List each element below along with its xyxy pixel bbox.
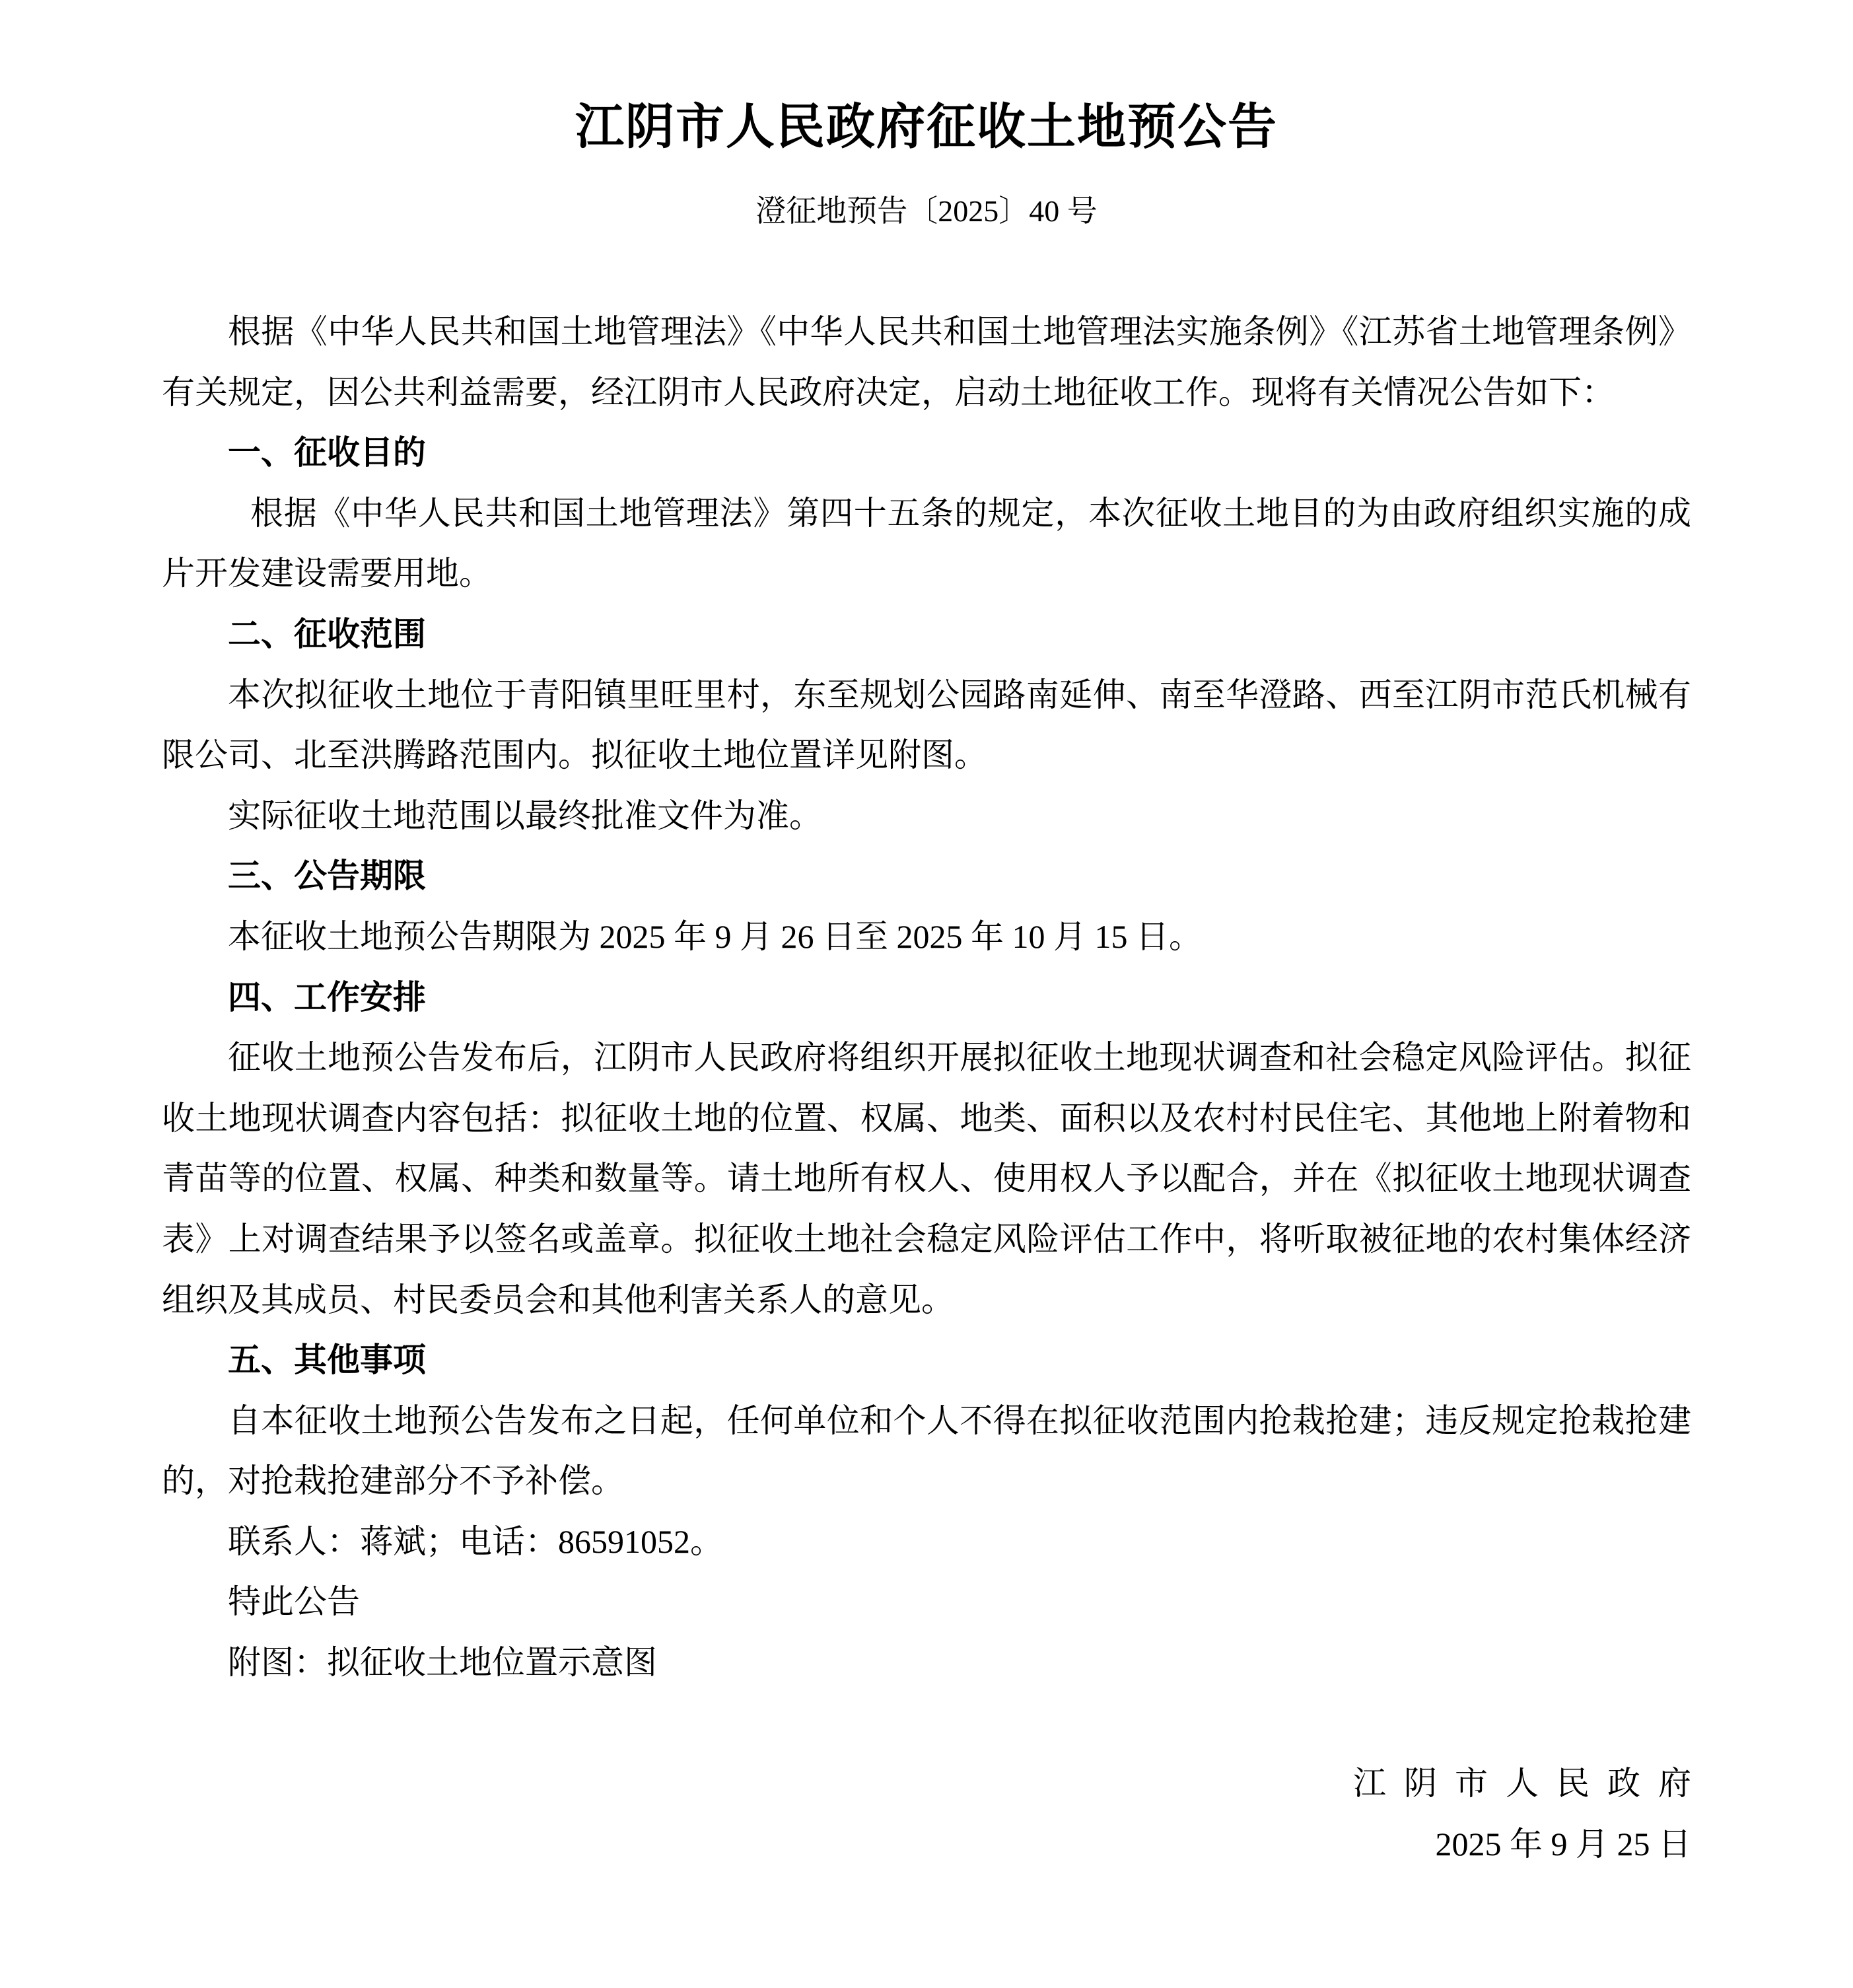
intro-paragraph: 根据《中华人民共和国土地管理法》《中华人民共和国土地管理法实施条例》《江苏省土地管理条例》有关规定，因公共利益需要，经江阴市人民政府决定，启动土地征收工作。现将有关情况公告如下： — [162, 313, 1691, 411]
document-number: 澄征地预告〔2025〕40 号 — [755, 194, 1098, 228]
section-2-heading: 二、征收范围 — [228, 615, 426, 653]
section-5-heading: 五、其他事项 — [228, 1341, 426, 1379]
section-3-heading: 三、公告期限 — [228, 857, 426, 895]
attachment-note: 附图：拟征收土地位置示意图 — [228, 1644, 657, 1682]
section-2-paragraph: 实际征收土地范围以最终批准文件为准。 — [228, 797, 822, 834]
document-body — [162, 302, 1709, 1874]
section-1-heading: 一、征收目的 — [228, 434, 426, 472]
issue-date: 2025 年 9 月 25 日 — [1435, 1825, 1691, 1863]
section-2-paragraph: 本次拟征收土地位于青阳镇里旺里村，东至规划公园路南延伸、南至华澄路、西至江阴市范氏机械有限公司、北至洪腾路范围内。拟征收土地位置详见附图。 — [162, 676, 1691, 774]
section-4-heading: 四、工作安排 — [228, 978, 426, 1016]
document-title: 江阴市人民政府征收土地预公告 — [575, 100, 1278, 155]
contact-line: 联系人：蒋斌；电话：86591052。 — [228, 1522, 723, 1560]
section-4-paragraph: 征收土地预公告发布后，江阴市人民政府将组织开展拟征收土地现状调查和社会稳定风险评估。拟征收土地现状调查内容包括：拟征收土地的位置、权属、地类、面积以及农村村民住宅、其他地上附着物和青苗等的位置、权属、种类和数量等。请土地所有权人、使用权人予以配合，并在《拟征收土地现状调查表》上对调查结果予以签名或盖章。拟征收土地社会稳定风险评估工作中，将听取被征地的农村集体经济组织及其成员、村民委员会和其他利害关系人的意见。 — [162, 1039, 1691, 1318]
issuer-signature: 江阴市人民政府 — [1353, 1765, 1709, 1802]
section-3-paragraph: 本征收土地预公告期限为 2025 年 9 月 26 日至 2025 年 10 月 15 日。 — [228, 917, 1202, 955]
section-5-paragraph: 自本征收土地预公告发布之日起，任何单位和个人不得在拟征收范围内抢栽抢建；违反规定抢栽抢建的，对抢栽抢建部分不予补偿。 — [162, 1402, 1691, 1500]
hereby-announced-line: 特此公告 — [228, 1583, 360, 1621]
section-1-paragraph: 根据《中华人民共和国土地管理法》第四十五条的规定，本次征收土地目的为由政府组织实施的成片开发建设需要用地。 — [162, 494, 1691, 592]
